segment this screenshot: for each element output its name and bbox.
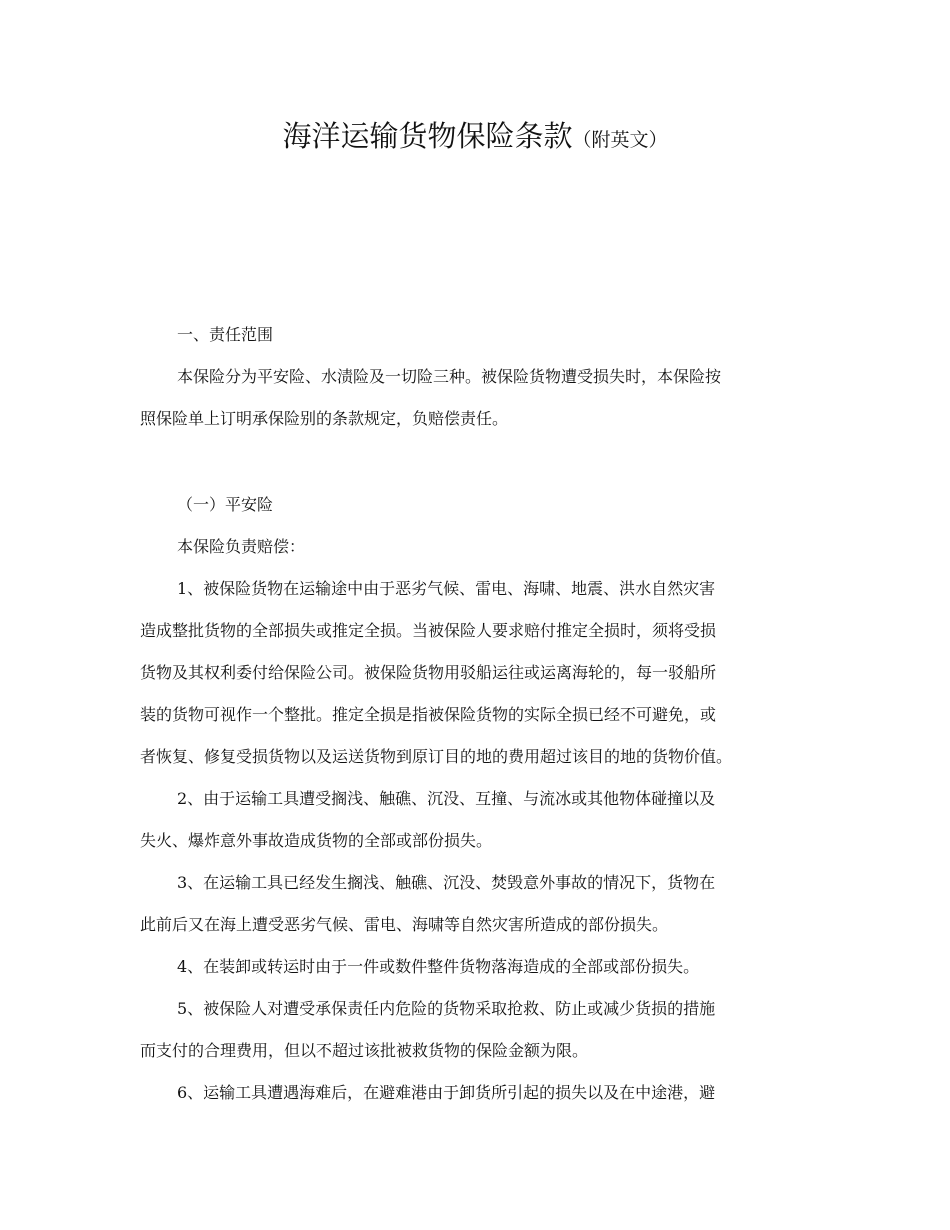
paragraph-gap <box>140 440 830 484</box>
paragraph-line: 2、由于运输工具遭受搁浅、触礁、沉没、互撞、与流冰或其他物体碰撞以及 <box>177 789 716 808</box>
title-suffix: （附英文） <box>572 129 668 151</box>
paragraph-line: 1、被保险货物在运输途中由于恶劣气候、雷电、海啸、地震、洪水自然灾害 <box>177 579 716 598</box>
paragraph-line: 4、在装卸或转运时由于一件或数件整件货物落海造成的全部或部份损失。 <box>177 957 700 976</box>
clause-4 <box>140 946 830 988</box>
section-heading-fpa: （一）平安险 <box>177 495 274 514</box>
paragraph-line: 货物及其权利委付给保险公司。被保险货物用驳船运往或运离海轮的，每一驳船所 <box>140 663 717 682</box>
document-title <box>0 114 950 162</box>
paragraph-intro <box>140 356 830 440</box>
paragraph-line: 造成整批货物的全部损失或推定全损。当被保险人要求赔付推定全损时，须将受损 <box>140 621 717 640</box>
clause-3 <box>140 862 830 946</box>
paragraph-line: 本保险分为平安险、水渍险及一切险三种。被保险货物遭受损失时，本保险按 <box>177 367 722 386</box>
paragraph-line: 5、被保险人对遭受承保责任内危险的货物采取抢救、防止或减少货损的措施 <box>177 999 716 1018</box>
paragraph-liability-intro: 本保险负责赔偿： <box>177 537 306 556</box>
paragraph-line: 3、在运输工具已经发生搁浅、触礁、沉没、焚毁意外事故的情况下，货物在 <box>177 873 716 892</box>
paragraph-line: 此前后又在海上遭受恶劣气候、雷电、海啸等自然灾害所造成的部份损失。 <box>140 915 669 934</box>
clause-5 <box>140 988 830 1072</box>
clause-1 <box>140 568 830 778</box>
paragraph-line: 者恢复、修复受损货物以及运送货物到原订目的地的费用超过该目的地的货物价值。 <box>140 747 733 766</box>
section-heading-liability-scope: 一、责任范围 <box>177 325 274 344</box>
paragraph-line: 照保险单上订明承保险别的条款规定，负赔偿责任。 <box>140 409 509 428</box>
paragraph-line: 失火、爆炸意外事故造成货物的全部或部份损失。 <box>140 831 493 850</box>
paragraph-line: 而支付的合理费用，但以不超过该批被救货物的保险金额为限。 <box>140 1041 589 1060</box>
document-body <box>140 314 830 1114</box>
paragraph-line: 6、运输工具遭遇海难后，在避难港由于卸货所引起的损失以及在中途港，避 <box>177 1083 716 1102</box>
paragraph-line: 装的货物可视作一个整批。推定全损是指被保险货物的实际全损已经不可避免，或 <box>140 705 717 724</box>
clause-2 <box>140 778 830 862</box>
clause-6 <box>140 1072 830 1114</box>
title-main: 海洋运输货物保险条款 <box>282 119 573 153</box>
